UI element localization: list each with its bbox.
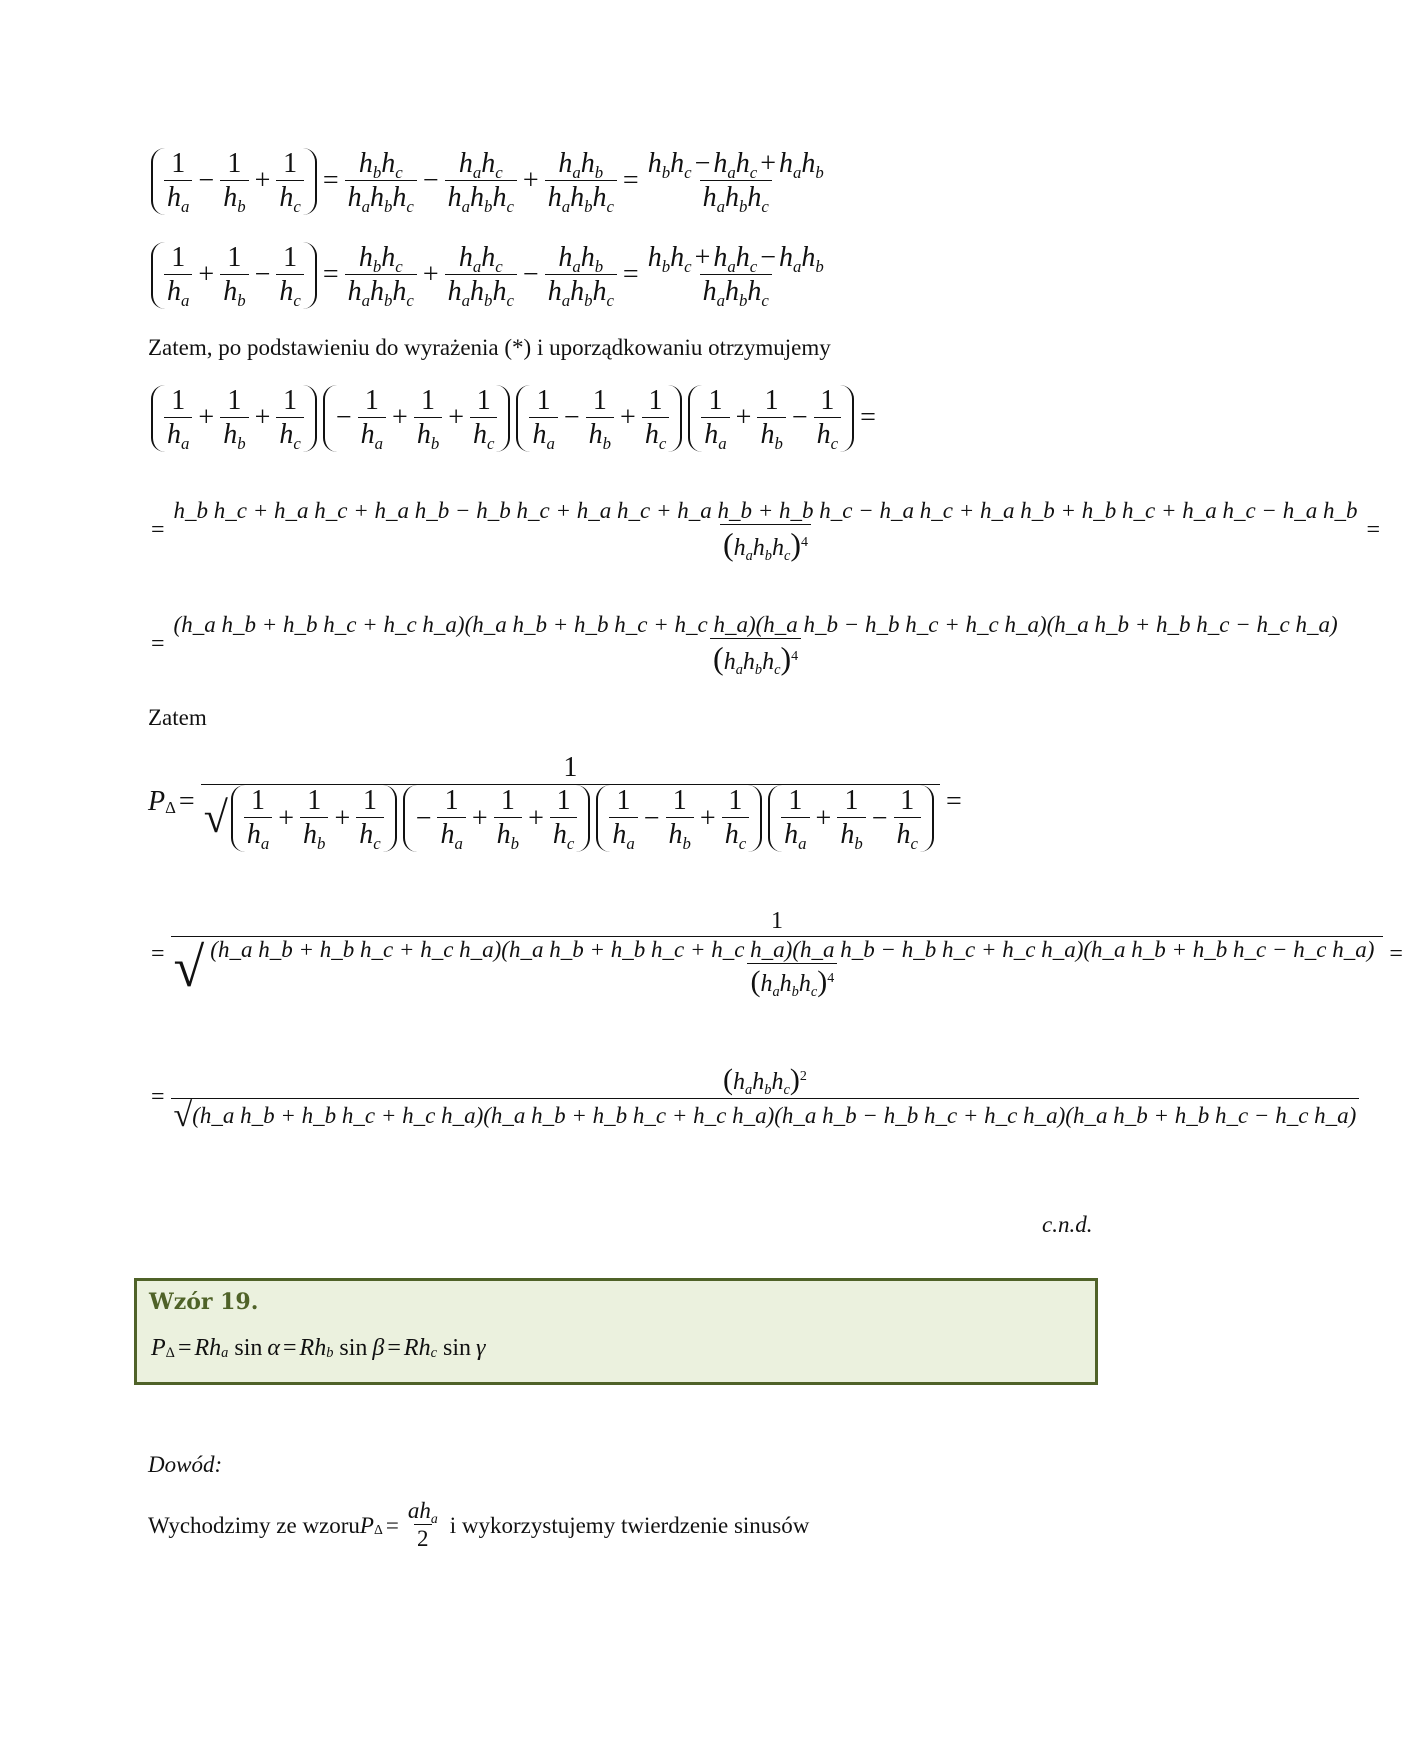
intro-text: Zatem, po podstawieniu do wyrażenia (*) i uporządkowaniu otrzymujemy <box>148 335 831 360</box>
equation-row-1: $\frac{1}{h_a}$ − $\frac{1}{h_b}$ + $\frac{1}{h_c}$ = $\frac{h_bh_c}{h_ah_bh_c}$ − $\frac{h_ah_c}{h_ah_bh_c}$ + $\frac{h_ah_b}{h_ah_bh_c}$ = $\frac{h_bh_c - h_ah_c + h_ah_b}{h_ah_bh_c}$ <box>148 148 830 215</box>
dowod-label: Dowód: <box>148 1452 223 1477</box>
equation-product-brackets: $\frac{1}{h_a}$ + $\frac{1}{h_b}$ + $\frac{1}{h_c}$ − $\frac{1}{h_a}$ + $\frac{1}{h_b}$ + $\frac{1}{h_c}$ $\frac{1}{h_a}$ − $\frac{1}{h_b}$ + $\frac{1}{h_c}$ $\frac{1}{h_a}$ + $\frac{1}{h_b}$ − $\frac{1}{h_c}$ = <box>148 385 879 452</box>
equation-area-final: = $(h_ah_bh_c)^2$ √ (h_a h_b + h_b h_c + h_c h_a)(h_a h_b + h_b h_c + h_c h_a)(h_a h_b − h_b h_c + h_c h_a)(h_a h_b + h_b h_c − h_c h_a) <box>148 1063 1362 1133</box>
factored-numerator: (h_a h_b + h_b h_c + h_c h_a)(h_a h_b + h_b h_c + h_c h_a)(h_a h_b − h_b h_c + h_c h_a)(h_a h_b + h_b h_c − h_c h_a) <box>173 612 1338 637</box>
equation-area-sqrt-factored: = 1 √ (h_a h_b + h_b h_c + h_c h_a)(h_a h_b + h_b h_c + h_c h_a)(h_a h_b − h_b h_c + h_c h_a)(h_a h_b + h_b h_c − h_c h_a) $(h_ah_bh_c)^4$ = <box>151 908 1403 1001</box>
wychodzimy-line: Wychodzimy ze wzoru P Δ = $\frac{ah_a}{2}$ i wykorzystujemy twierdzenie sinusów <box>148 1498 810 1552</box>
equation-area-sqrt: P Δ = 1 √ $\frac{1}{h_a}$ + $\frac{1}{h_b}$ + $\frac{1}{h_c}$ − $\frac{1}{h_a}$ + $\frac{1}{h_b}$ + $\frac{1}{h_c}$ $\frac{1}{h_a}$ − $\frac{1}{h_b}$ + $\frac{1}{h_c}$ $\frac{1}{h_a}$ + $\frac{1}{h_b}$ − $\frac{1}{h_c}$ = <box>148 752 962 854</box>
equation-long-sum: = h_b h_c + h_a h_c + h_a h_b − h_b h_c + h_a h_c + h_a h_b + h_b h_c − h_a h_c + h_a h_b + h_b h_c + h_a h_c − h_a h_b $(h_ah_bh_c)^4$ = <box>151 498 1380 565</box>
bracket-group: $\frac{1}{h_a}$ − $\frac{1}{h_b}$ + $\frac{1}{h_c}$ <box>151 148 317 215</box>
cnd-text: c.n.d. <box>1042 1212 1093 1237</box>
formula-box <box>134 1278 1098 1385</box>
bracket-group: $\frac{1}{h_a}$ + $\frac{1}{h_b}$ − $\frac{1}{h_c}$ <box>151 242 317 309</box>
zatem-text: Zatem <box>148 705 207 730</box>
formula-19: P Δ = R h a sin α = R h b sin β = R h c sin γ <box>151 1335 486 1362</box>
equation-factored: = (h_a h_b + h_b h_c + h_c h_a)(h_a h_b + h_b h_c + h_c h_a)(h_a h_b − h_b h_c + h_c h_a)(h_a h_b + h_b h_c − h_c h_a) $(h_ah_bh_c)^4$ <box>148 612 1344 678</box>
formula-box-title: Wzór 19. <box>149 1289 259 1315</box>
long-sum-numerator: h_b h_c + h_a h_c + h_a h_b − h_b h_c + h_a h_c + h_a h_b + h_b h_c − h_a h_c + h_a h_b + h_b h_c + h_a h_c − h_a h_b <box>173 498 1358 523</box>
equation-row-2: $\frac{1}{h_a}$ + $\frac{1}{h_b}$ − $\frac{1}{h_c}$ = $\frac{h_bh_c}{h_ah_bh_c}$ + $\frac{h_ah_c}{h_ah_bh_c}$ − $\frac{h_ah_b}{h_ah_bh_c}$ = $\frac{h_bh_c + h_ah_c - h_ah_b}{h_ah_bh_c}$ <box>148 242 830 309</box>
